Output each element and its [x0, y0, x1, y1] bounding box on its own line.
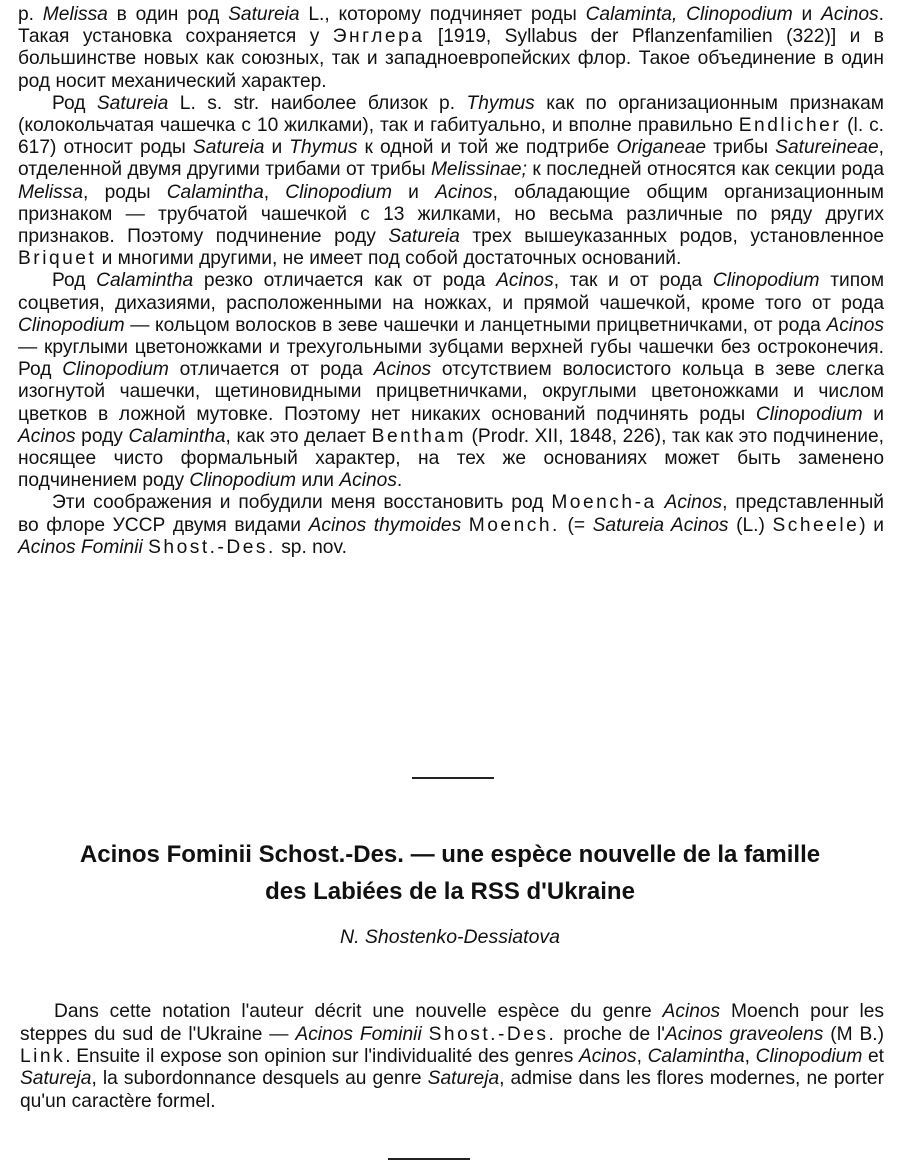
paragraph-4: Эти соображения и побудили меня восстановить род Moench-a Acinos, представленный во флоре УССР двумя видами Acinos thymoides Moench. (= Satureia Acinos (L.) Scheele) и Acinos Fominii Shost.-Des. sp. nov. — [18, 492, 885, 558]
russian-text-block — [18, 4, 884, 559]
summary-title — [10, 836, 890, 910]
paragraph-3: Род Calamintha резко отличается как от рода Acinos, так и от рода Clinopodium типом соцветия, дихазиями, расположенными на ножках, и прямой чашечкой, кроме того от рода Clinopodium — кольцом волосков в зеве чашечки и ланцетными прицветничками, от рода Acinos — круглыми цветоножками и трехугольными зубцами верхней губы чашечки без остроконечия. Род Clinopodium отличается от рода Acinos отсутствием волосистого кольца в зеве слегка изогнутой чашечки, щетиновидными прицветничками, округлыми цветоножками и числом цветков в ложной мутовке. Поэтому нет никаких оснований подчинять роды Clinopodium и Acinos роду Calamintha, как это делает Bentham (Prodr. XII, 1848, 226), так как это подчинение, носящее чисто формальный характер, на тех же основаниях может быть заменено подчинением роду Clinopodium или Acinos. — [18, 270, 885, 492]
summary-title-line-2: des Labiées de la RSS d'Ukraine — [265, 878, 635, 905]
bottom-divider — [388, 1158, 470, 1160]
paragraph-1: р. Melissa в один род Satureia L., которому подчиняет роды Calaminta, Clinopodium и Acinos. Такая установка сохраняется у Энглера [1919, Syllabus der Pflanzenfamilien (322)] и в большинстве новых как союзных, так и западноевропейских флор. Такое объединение в один род носит механический характер. — [18, 4, 885, 92]
summary-author: N. Shostenko-Dessiatova — [339, 926, 561, 948]
paragraph-2: Род Satureia L. s. str. наиболее близок р. Thymus как по организационным признакам (колокольчатая чашечка с 10 жилками), так и габитуально, и вполне правильно Endlicher (l. c. 617) относит роды Satureia и Thymus к одной и той же подтрибе Origaneae трибы Satureineae, отделенной двумя другими трибами от трибы Melissinae; к последней относятся как секции рода Melissa, роды Calamintha, Clinopodium и Acinos, обладающие общим организационным признаком — трубчатой чашечкой с 13 жилками, но весьма различные по ряду других признаков. Поэтому подчинение роду Satureia трех вышеуказанных родов, установленное Briquet и многими другими, не имеет под собой достаточных оснований. — [18, 92, 884, 270]
summary-title-line-1: Acinos Fominii Schost.-Des. — une espèce nouvelle de la famille — [79, 841, 821, 868]
section-divider — [412, 777, 494, 779]
summary-body: Dans cette notation l'auteur décrit une nouvelle espèce du genre Acinos Moench pour les steppes du sud de l'Ukraine — Acinos Fominii Shost.-Des. proche de l'Acinos graveolens (M B.) Link. Ensuite il expose son opinion sur l'individualité des genres Acinos, Calamintha, Clinopodium et Satureja, la subordonnance desquels au genre Satureja, admise dans les flores modernes, ne porter qu'un caractère formel. — [20, 1001, 884, 1112]
